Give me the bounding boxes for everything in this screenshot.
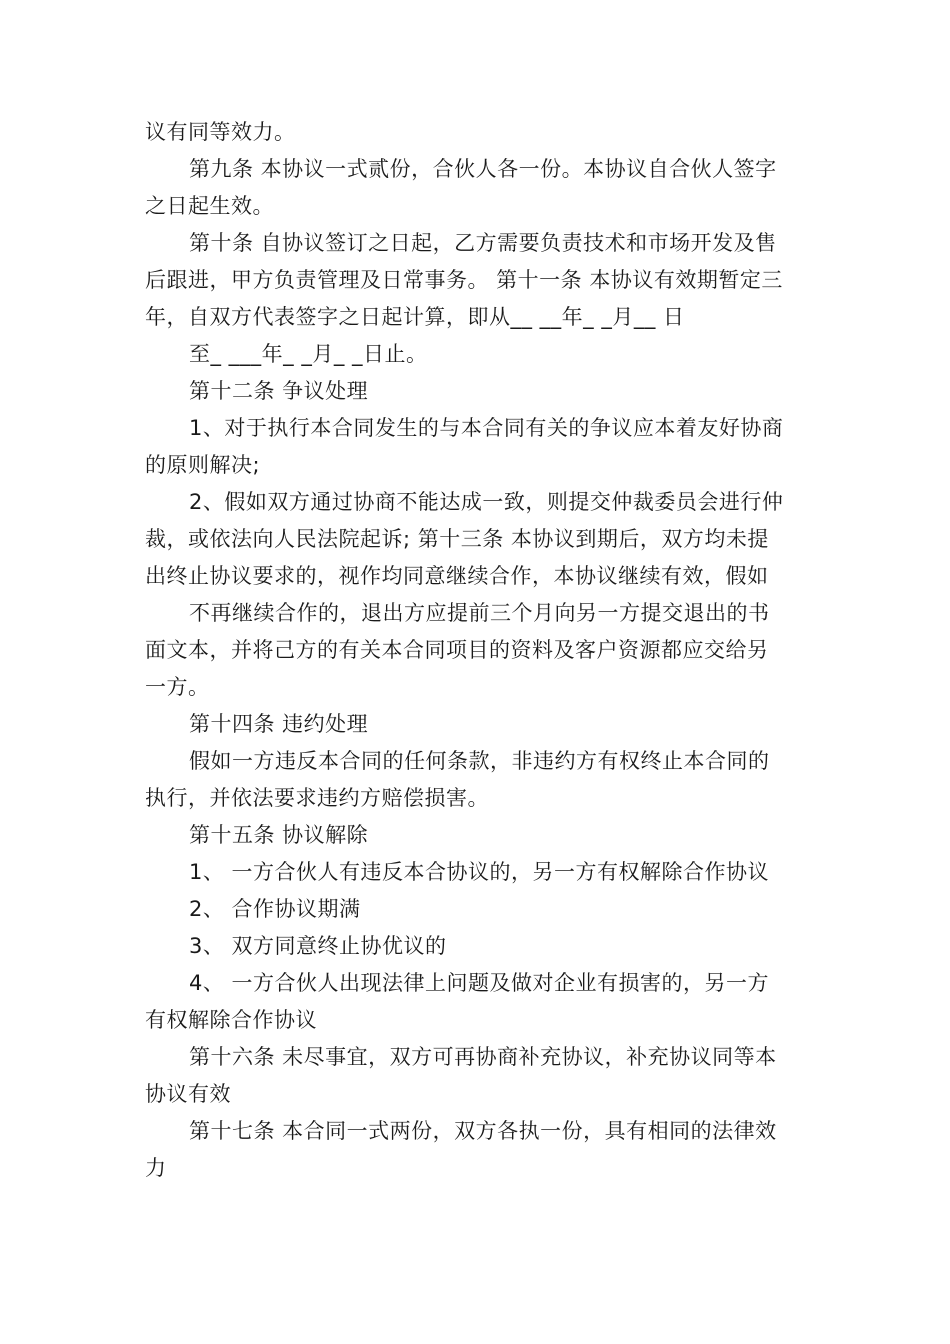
text-line: 协议有效 — [145, 1082, 231, 1106]
text-line: 面文本，并将己方的有关本合同项目的资料及客户资源都应交给另 — [145, 638, 769, 662]
text-line: 第十七条 本合同一式两份，双方各执一份，具有相同的法律效 — [189, 1119, 777, 1143]
text-line: 的原则解决; — [145, 453, 261, 477]
text-line: 一方。 — [145, 675, 210, 699]
text-line: 至_ ___年_ _月_ _日止。 — [189, 342, 428, 366]
text-line: 1、对于执行本合同发生的与本合同有关的争议应本着友好协商 — [189, 416, 784, 440]
text-line: 执行，并依法要求违约方赔偿损害。 — [145, 786, 489, 810]
text-line: 议有同等效力。 — [145, 120, 296, 144]
text-line: 第九条 本协议一式贰份，合伙人各一份。本协议自合伙人签字 — [189, 157, 777, 181]
text-line: 3、 双方同意终止协优议的 — [189, 934, 447, 958]
text-line: 1、 一方合伙人有违反本合协议的，另一方有权解除合作协议 — [189, 860, 770, 884]
text-line: 裁，或依法向人民法院起诉; 第十三条 本协议到期后，双方均未提 — [145, 527, 769, 551]
text-line: 第十四条 违约处理 — [189, 712, 369, 736]
text-line: 不再继续合作的，退出方应提前三个月向另一方提交退出的书 — [189, 601, 770, 625]
text-line: 后跟进，甲方负责管理及日常事务。 第十一条 本协议有效期暂定三 — [145, 268, 783, 292]
text-line: 第十条 自协议签订之日起，乙方需要负责技术和市场开发及售 — [189, 231, 777, 255]
text-line: 4、 一方合伙人出现法律上问题及做对企业有损害的，另一方 — [189, 971, 770, 995]
text-line: 之日起生效。 — [145, 194, 274, 218]
text-line: 2、假如双方通过协商不能达成一致，则提交仲裁委员会进行仲 — [189, 490, 784, 514]
text-line: 假如一方违反本合同的任何条款，非违约方有权终止本合同的 — [189, 749, 770, 773]
text-line: 有权解除合作协议 — [145, 1008, 317, 1032]
text-line: 出终止协议要求的，视作均同意继续合作，本协议继续有效，假如 — [145, 564, 769, 588]
text-line: 力 — [145, 1156, 167, 1180]
document-body — [145, 114, 810, 1187]
text-line: 2、 合作协议期满 — [189, 897, 361, 921]
text-line: 第十五条 协议解除 — [189, 823, 369, 847]
text-line: 年，自双方代表签字之日起计算，即从__ __年_ _月__ 日 — [145, 305, 685, 329]
text-line: 第十二条 争议处理 — [189, 379, 369, 403]
text-line: 第十六条 未尽事宜，双方可再协商补充协议，补充协议同等本 — [189, 1045, 777, 1069]
